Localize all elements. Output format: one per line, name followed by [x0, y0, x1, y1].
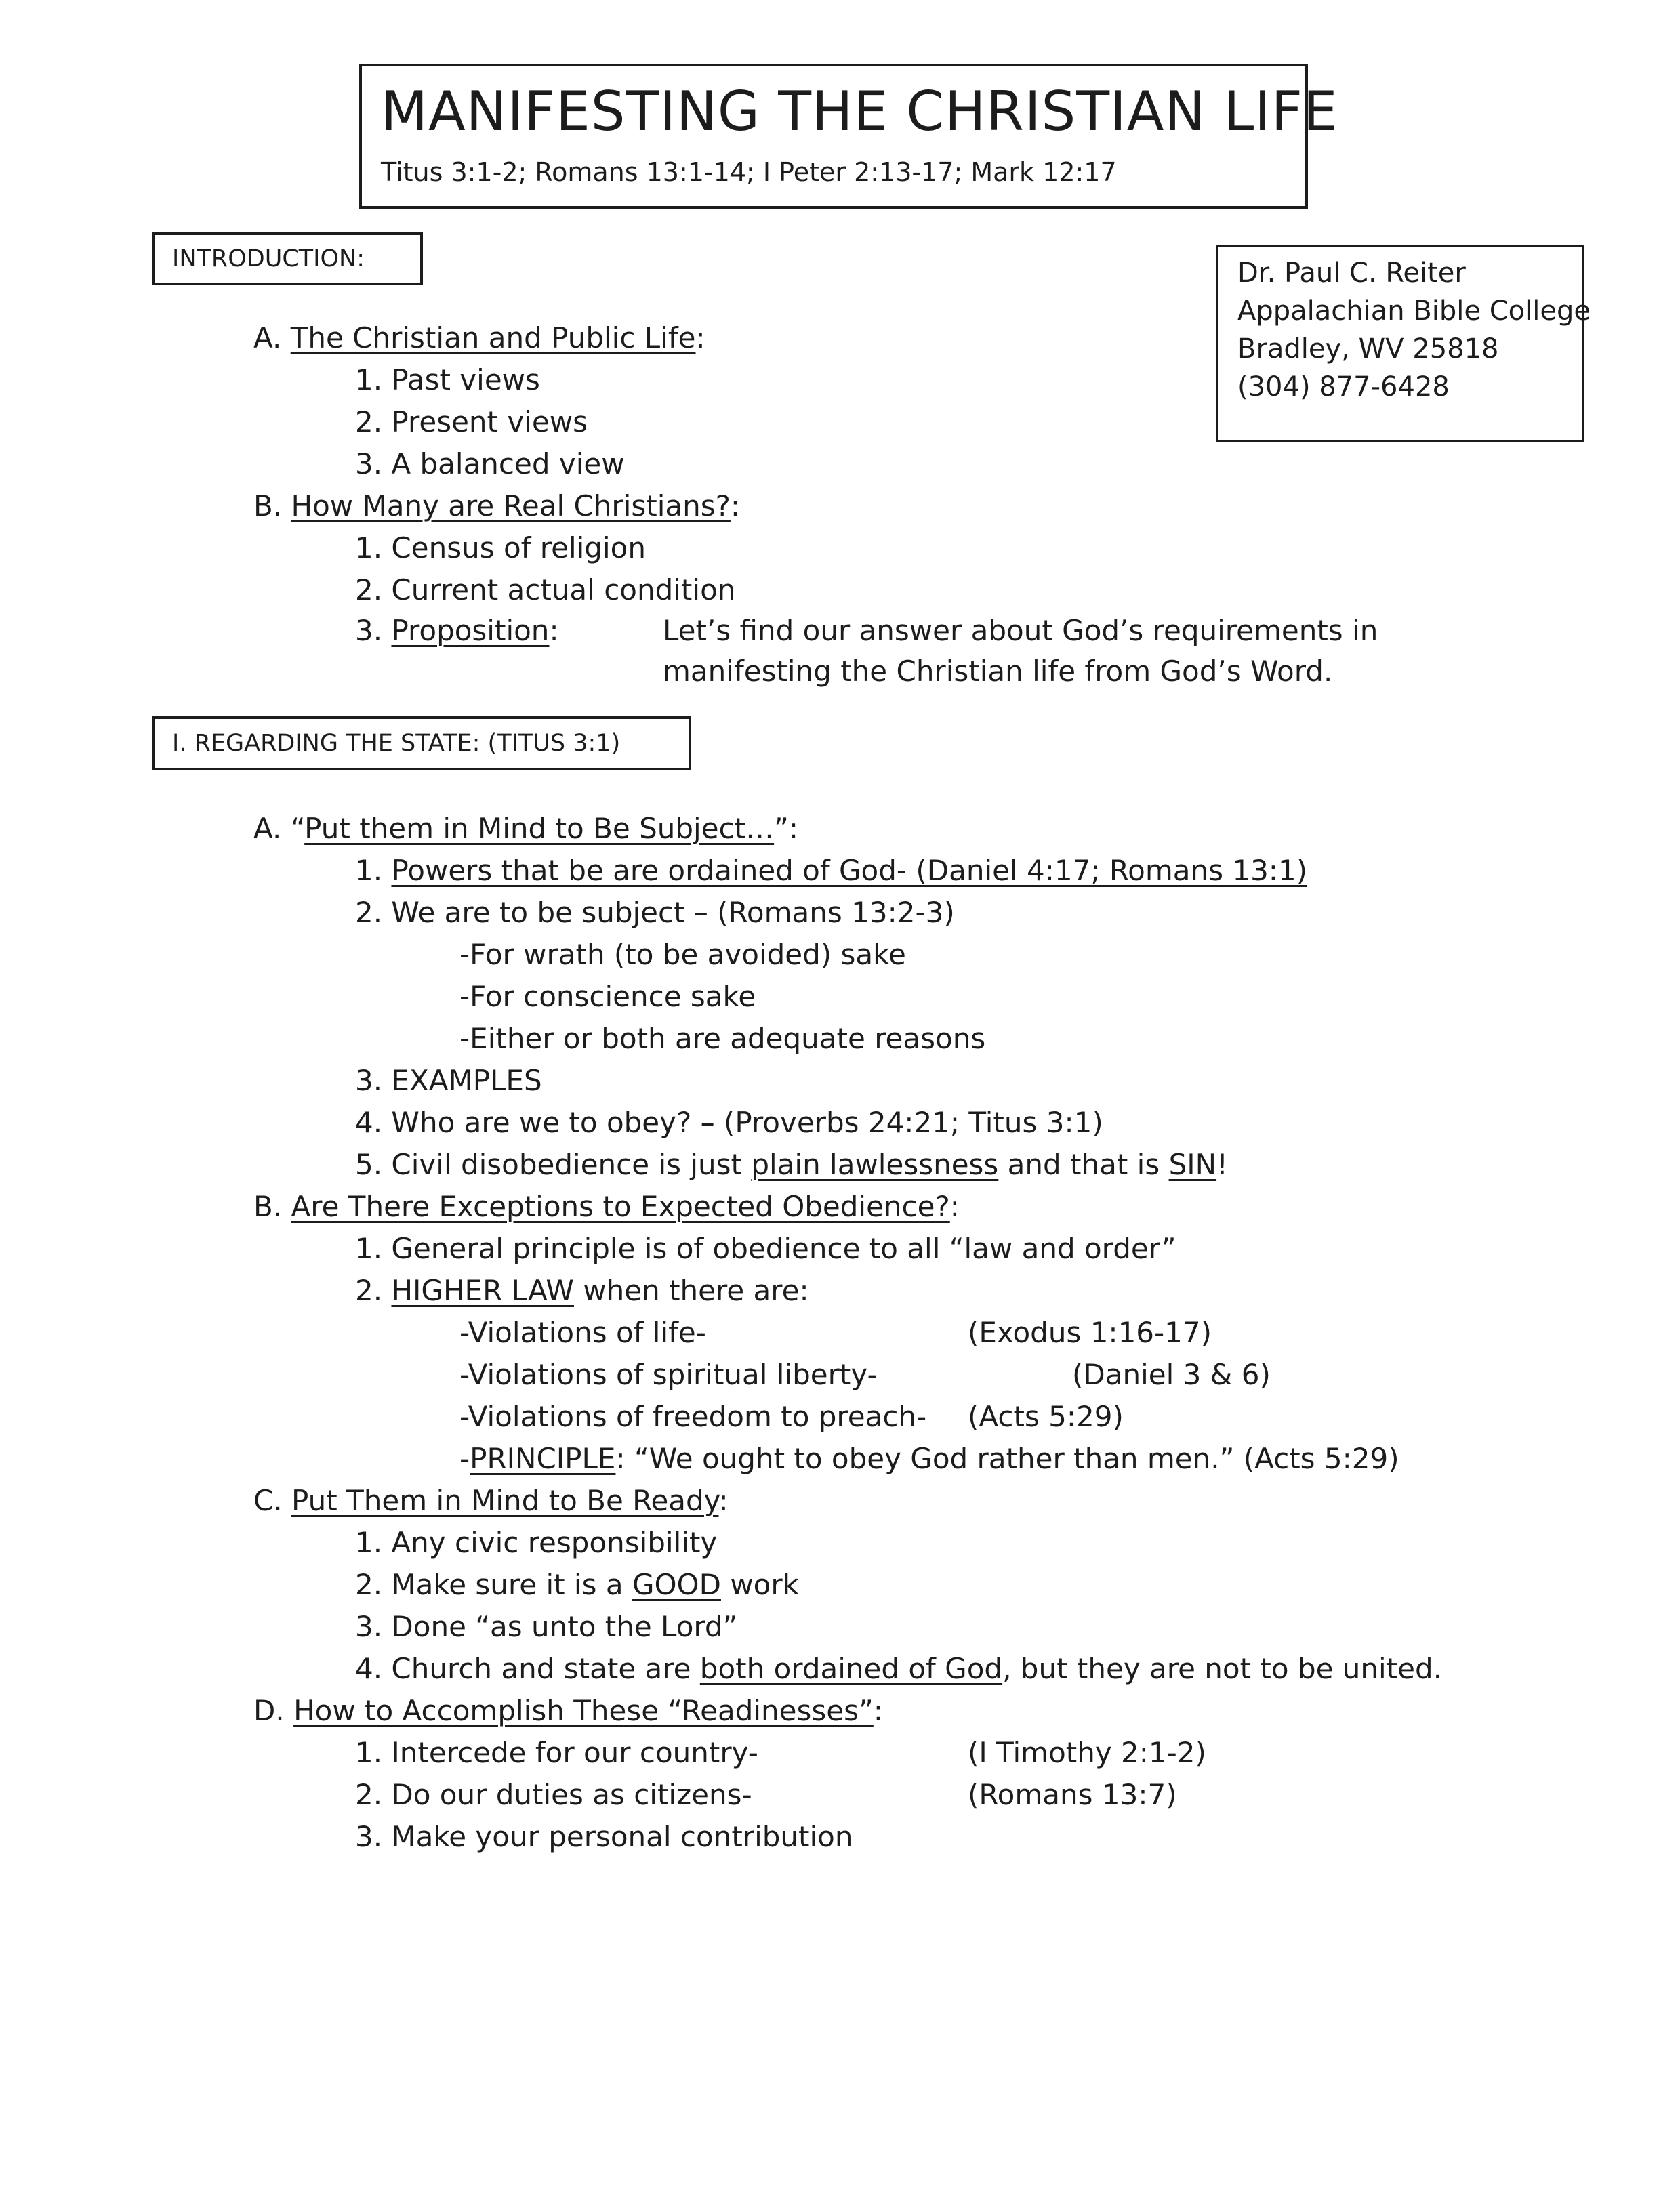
section-heading-a: A. “Put them in Mind to Be Subject…”: — [253, 812, 799, 845]
list-item: 3. Done “as unto the Lord” — [355, 1610, 738, 1643]
scripture-ref: (Exodus 1:16-17) — [968, 1316, 1212, 1349]
introduction-label: INTRODUCTION: — [172, 245, 365, 272]
author-institution: Appalachian Bible College — [1237, 295, 1591, 327]
list-item: 1. Census of religion — [355, 531, 646, 564]
section-label: I. REGARDING THE STATE: (TITUS 3:1) — [172, 730, 621, 757]
list-item: 2. HIGHER LAW when there are: — [355, 1274, 809, 1307]
author-name: Dr. Paul C. Reiter — [1237, 257, 1466, 289]
list-item: 1. Intercede for our country- — [355, 1736, 758, 1769]
sub-item: -Violations of freedom to preach- — [459, 1400, 927, 1433]
sub-item: -For conscience sake — [459, 980, 756, 1013]
list-item: 4. Who are we to obey? – (Proverbs 24:21; Titus 3:1) — [355, 1106, 1103, 1139]
list-item: 2. Do our duties as citizens- — [355, 1778, 752, 1811]
intro-heading-a — [253, 321, 705, 354]
heading-colon: : — [695, 321, 705, 354]
heading-colon: : — [730, 489, 741, 522]
sub-item: -For wrath (to be avoided) sake — [459, 938, 906, 971]
sub-item: -Violations of spiritual liberty- — [459, 1358, 878, 1391]
list-item: 5. Civil disobedience is just plain lawlessness and that is SIN! — [355, 1148, 1228, 1181]
list-item: 2. Make sure it is a GOOD work — [355, 1568, 799, 1601]
sub-item: -Either or both are adequate reasons — [459, 1022, 986, 1055]
proposition-text-line1: Let’s find our answer about God’s requirements in — [663, 614, 1378, 647]
scripture-ref: (Daniel 3 & 6) — [1072, 1358, 1271, 1391]
section-heading-c: C. Put Them in Mind to Be Ready: — [253, 1484, 729, 1517]
list-item: 1. Any civic responsibility — [355, 1526, 718, 1559]
section-heading-d: D. How to Accomplish These “Readinesses”: — [253, 1694, 883, 1727]
list-item: 2. We are to be subject – (Romans 13:2-3) — [355, 896, 955, 929]
list-item: 1. General principle is of obedience to all “law and order” — [355, 1232, 1176, 1265]
list-item: 3. Make your personal contribution — [355, 1820, 853, 1853]
list-item: 1. Powers that be are ordained of God- (Daniel 4:17; Romans 13:1) — [355, 854, 1308, 887]
author-city: Bradley, WV 25818 — [1237, 333, 1499, 365]
scripture-references: Titus 3:1-2; Romans 13:1-14; I Peter 2:13-17; Mark 12:17 — [381, 157, 1117, 187]
scripture-ref: (Acts 5:29) — [968, 1400, 1124, 1433]
heading-title: How Many are Real Christians? — [291, 489, 731, 522]
list-item: 1. Past views — [355, 363, 540, 396]
proposition-text-line2: manifesting the Christian life from God’s Word. — [663, 655, 1333, 688]
list-item: 3. EXAMPLES — [355, 1064, 542, 1097]
principle-line: -PRINCIPLE: “We ought to obey God rather than men.” (Acts 5:29) — [459, 1442, 1399, 1475]
section-heading-b: B. Are There Exceptions to Expected Obedience?: — [253, 1190, 960, 1223]
list-item: 2. Present views — [355, 405, 588, 438]
proposition-label: 3. Proposition: — [355, 614, 559, 647]
sub-item: -Violations of life- — [459, 1316, 706, 1349]
list-item: 2. Current actual condition — [355, 573, 736, 606]
list-item: 3. A balanced view — [355, 447, 625, 480]
author-phone: (304) 877-6428 — [1237, 371, 1450, 402]
scripture-ref: (Romans 13:7) — [968, 1778, 1177, 1811]
document-title: MANIFESTING THE CHRISTIAN LIFE — [381, 80, 1338, 143]
heading-letter: A. — [253, 321, 282, 354]
heading-letter: B. — [253, 489, 283, 522]
intro-heading-b — [253, 489, 740, 522]
list-item: 4. Church and state are both ordained of God, but they are not to be united. — [355, 1652, 1443, 1685]
heading-title: The Christian and Public Life — [290, 321, 696, 354]
scripture-ref: (I Timothy 2:1-2) — [968, 1736, 1206, 1769]
